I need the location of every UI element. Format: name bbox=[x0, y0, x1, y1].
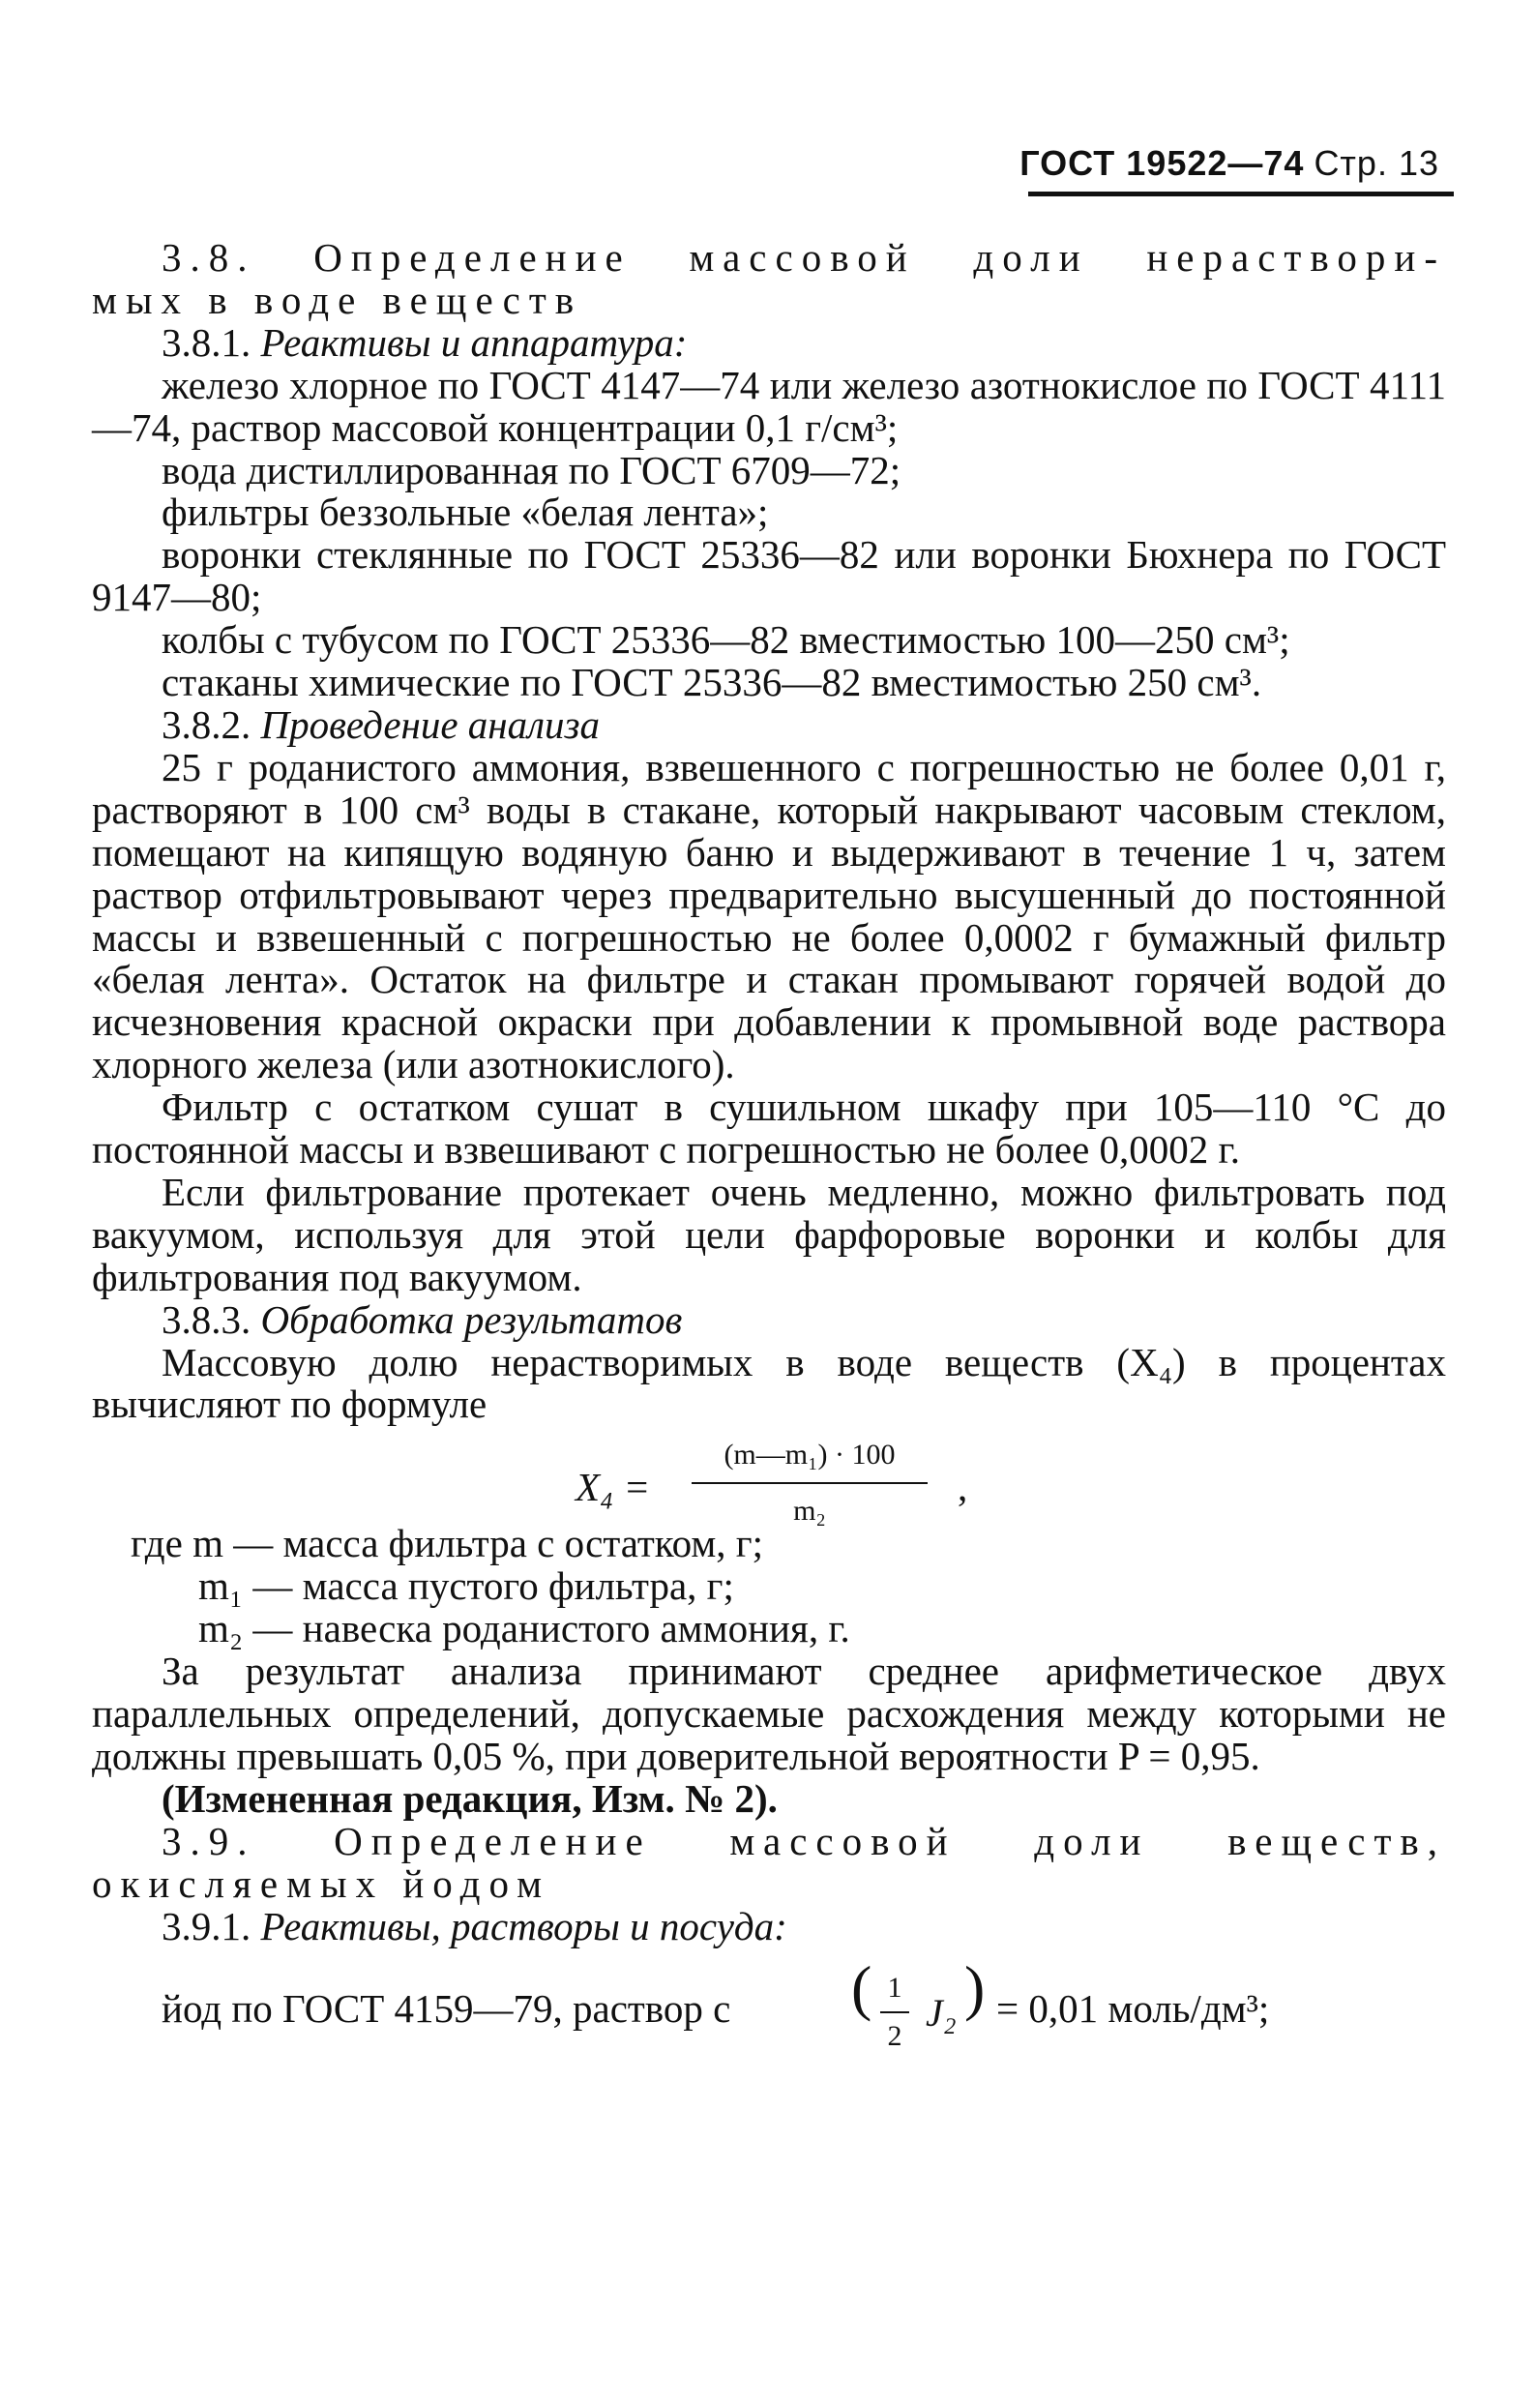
standard-code: ГОСТ 19522—74 bbox=[1019, 143, 1305, 183]
section-heading: Реактивы, растворы и посуда: bbox=[260, 1903, 787, 1948]
variable-definition: где m — масса фильтра с остатком, г; bbox=[131, 1521, 763, 1566]
section-3-8-title-line1: 3.8. Определение массовой доли нераствори- bbox=[162, 235, 1446, 280]
iodine-fraction bbox=[880, 1967, 909, 2058]
fraction-denominator: 2 bbox=[887, 2020, 902, 2053]
variable-definition: m₂ — навеска роданистого аммония, г. bbox=[198, 1606, 850, 1651]
section-3-8-title-line2: мых в воде веществ bbox=[92, 277, 583, 322]
formula-block bbox=[92, 1426, 1446, 1528]
result-paragraph: За результат анализа принимают среднее арифметическое двух параллельных определений, допускаемые расхождения между которыми не должны превышать 0,05 %, при доверительной вероятности P = 0,95. bbox=[92, 1649, 1446, 1778]
document-body bbox=[92, 237, 1446, 2052]
iodine-symbol: J₂ bbox=[926, 1991, 957, 2036]
section-3-9-1-heading bbox=[92, 1903, 1446, 1948]
reagent-item: вода дистиллированная по ГОСТ 6709—72; bbox=[162, 447, 901, 492]
reagent-item: стаканы химические по ГОСТ 25336—82 вместимостью 250 см³. bbox=[162, 660, 1262, 705]
iodine-reagent-line bbox=[92, 1953, 1446, 2053]
section-heading: Обработка результатов bbox=[260, 1296, 683, 1342]
formula-numerator: (m—m₁) · 100 bbox=[692, 1434, 928, 1484]
amendment-note: (Измененная редакция, Изм. № 2). bbox=[162, 1775, 778, 1821]
section-3-8-1-heading bbox=[92, 319, 1446, 365]
procedure-paragraph: Фильтр с остатком сушат в сушильном шкафу при 105—110 °С до постоянной массы и взвешивают с погрешностью не более 0,0002 г. bbox=[92, 1085, 1446, 1173]
section-3-8-3-heading bbox=[92, 1296, 1446, 1342]
formula-lhs: X₄ = bbox=[576, 1465, 651, 1510]
reagent-item: фильтры беззольные «белая лента»; bbox=[162, 490, 769, 535]
formula-denominator: m₂ bbox=[793, 1495, 826, 1528]
section-heading: Проведение анализа bbox=[260, 701, 601, 747]
formula-fraction bbox=[692, 1434, 928, 1532]
section-3-9-title-line2: окисляемых йодом bbox=[92, 1860, 551, 1906]
reagent-item: воронки стеклянные по ГОСТ 25336—82 или воронки Бюхнера по ГОСТ 9147—80; bbox=[92, 532, 1446, 620]
section-number: 3.8.3. bbox=[162, 1296, 251, 1342]
formula-trail: , bbox=[958, 1465, 968, 1510]
section-number: 3.8.2. bbox=[162, 701, 251, 747]
procedure-paragraph: 25 г роданистого аммония, взвешенного с погрешностью не более 0,01 г, растворяют в 100 см³ воды в стакане, который накрывают часовым стеклом, помещают на кипящую водяную баню и выдерживают в течение 1 ч, затем раствор отфильтровывают через предварительно высушенный до постоянной массы и взвешенный с погрешностью не более 0,0002 г бумажный фильтр «белая лента». Остаток на фильтре и стакан промывают горячей водой до исчезновения красной окраски при добавлении к промывной воде раствора хлорного железа (или азотнокислого). bbox=[92, 744, 1446, 1087]
iodine-text: йод по ГОСТ 4159—79, раствор с bbox=[162, 1986, 731, 2032]
page-header bbox=[1019, 143, 1439, 184]
iodine-concentration: = 0,01 моль/дм³; bbox=[996, 1986, 1270, 2032]
left-paren: ( bbox=[851, 1953, 872, 2023]
section-number: 3.8.1. bbox=[162, 319, 251, 365]
section-3-9-title-line1: 3.9. Определение массовой доли веществ, bbox=[162, 1818, 1446, 1863]
right-paren: ) bbox=[964, 1953, 986, 2023]
formula-intro: Массовую долю нерастворимых в воде веществ (X₄) в процентах вычисляют по формуле bbox=[92, 1339, 1446, 1427]
fraction-numerator: 1 bbox=[880, 1967, 909, 2013]
section-heading: Реактивы и аппаратура: bbox=[260, 319, 688, 365]
reagent-item: колбы с тубусом по ГОСТ 25336—82 вместимостью 100—250 см³; bbox=[162, 617, 1290, 663]
procedure-paragraph: Если фильтрование протекает очень медленно, можно фильтровать под вакуумом, используя для этой цели фарфоровые воронки и колбы для фильтрования под вакуумом. bbox=[92, 1169, 1446, 1299]
header-rule bbox=[1028, 192, 1454, 196]
section-number: 3.9.1. bbox=[162, 1903, 251, 1948]
section-3-8-2-heading bbox=[92, 701, 1446, 747]
page-number: Стр. 13 bbox=[1314, 143, 1439, 183]
variable-definition: m₁ — масса пустого фильтра, г; bbox=[198, 1563, 734, 1609]
reagent-item: железо хлорное по ГОСТ 4147—74 или железо азотнокислое по ГОСТ 4111—74, раствор массовой концентрации 0,1 г/см³; bbox=[92, 362, 1446, 450]
